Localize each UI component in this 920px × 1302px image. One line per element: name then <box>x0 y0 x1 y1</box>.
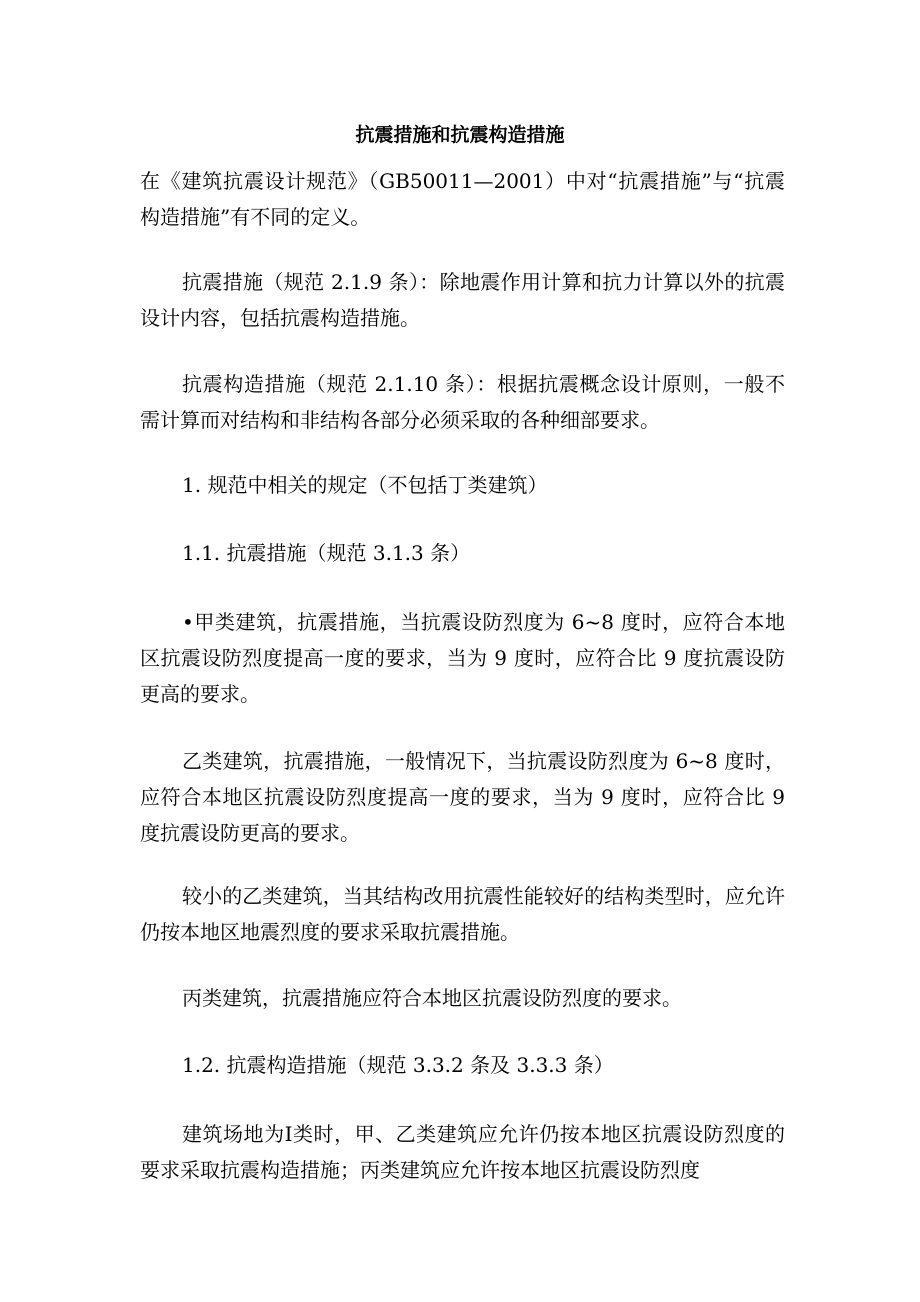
class-jia-paragraph: •甲类建筑，抗震措施，当抗震设防烈度为 6~8 度时，应符合本地区抗震设防烈度提高一度的要求，当为 9 度时，应符合比 9 度抗震设防更高的要求。 <box>140 610 785 706</box>
document-title: 抗震措施和抗震构造措施 <box>355 124 565 146</box>
intro-paragraph: 在《建筑抗震设计规范》（GB50011—2001）中对“抗震措施”与“抗震构造措施”有不同的定义。 <box>140 169 785 229</box>
seismic-construction-measures-definition: 抗震构造措施（规范 2.1.10 条）：根据抗震概念设计原则，一般不需计算而对结构和非结构各部分必须采取的各种细部要求。 <box>140 372 785 432</box>
class-bing-paragraph: 丙类建筑，抗震措施应符合本地区抗震设防烈度的要求。 <box>182 986 682 1010</box>
section-heading-1-1: 1.1. 抗震措施（规范 3.1.3 条） <box>182 541 471 565</box>
seismic-measures-definition: 抗震措施（规范 2.1.9 条）：除地震作用计算和抗力计算以外的抗震设计内容，包括抗震构造措施。 <box>140 270 785 330</box>
section-heading-1-2: 1.2. 抗震构造措施（规范 3.3.2 条及 3.3.3 条） <box>182 1053 614 1077</box>
class-yi-paragraph: 乙类建筑，抗震措施，一般情况下，当抗震设防烈度为 6~8 度时，应符合本地区抗震设防烈度提高一度的要求，当为 9 度时，应符合比 9 度抗震设防更高的要求。 <box>140 749 785 845</box>
site-class-paragraph: 建筑场地为Ⅰ类时，甲、乙类建筑应允许仍按本地区抗震设防烈度的要求采取抗震构造措施；丙类建筑应允许按本地区抗震设防烈度 <box>140 1122 785 1182</box>
small-class-yi-paragraph: 较小的乙类建筑，当其结构改用抗震性能较好的结构类型时，应允许仍按本地区地震烈度的要求采取抗震措施。 <box>140 884 785 944</box>
section-heading-1: 1. 规范中相关的规定（不包括丁类建筑） <box>182 473 548 497</box>
